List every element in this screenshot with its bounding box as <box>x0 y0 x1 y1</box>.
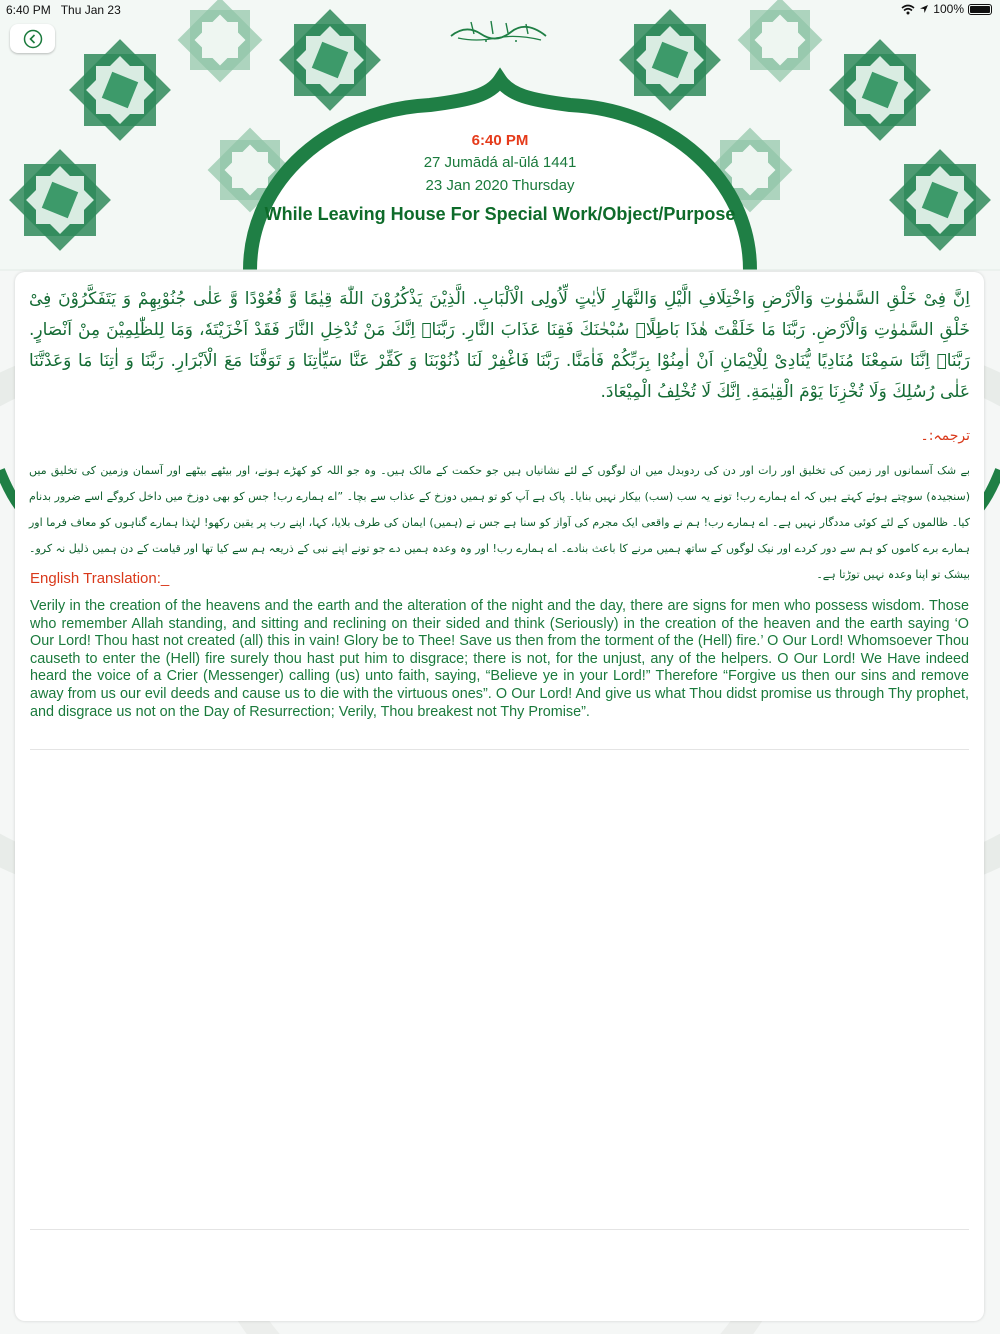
header-info <box>0 130 1000 225</box>
current-time: 6:40 PM <box>471 132 529 149</box>
back-button[interactable] <box>10 24 55 53</box>
divider <box>30 1229 969 1230</box>
back-chevron-icon <box>23 29 43 49</box>
battery-percent: 100% <box>933 2 964 16</box>
urdu-translation-text: بے شک آسمانوں اور زمین کی تخلیق اور رات اور دن کی ردوبدل میں ان لوگوں کے لئے نشانیاں ہیں جو حکمت کے مالک ہیں۔ وہ جو اللہ کو کھڑے ہونے، اور بیٹھے بیٹھے اور آسمان وزمین کی تخلیق میں (سنجیدہ) سوچتے ہوئے کہتے ہیں کہ اے ہمارے رب! تونے یہ سب (سب) بیکار نہیں بنایا۔ پاک ہے آپ کو تو ہمیں دوزخ کے عذاب سے بچا۔ ”اے ہمارے رب! جس کو بھی دوزخ میں داخل کروگے اسے ضرور بدنام کیا۔ ظالموں کے لئے کوئی مددگار نہیں ہے۔ اے ہمارے رب! ہم نے واقعی ایک مجرم کی آواز کو سنا ہے جس نے (ہمیں) ایمان کی طرف بلایا، کہا، اپنے رب پر یقین رکھو! لہٰذا ہمارے گناہوں کو معاف فرما اور ہمارے برے کاموں کو ہم سے دور کردے اور نیک لوگوں کے ساتھ ہمیں مرنے کا باعث بنادے۔ اے ہمارے رب! اور وہ وعدہ ہمیں دے جو تونے اپنے نبی کے ذریعہ ہم سے کیا تھا اور قیامت کے دن ہمیں ذلیل نہ کرو۔ بیشک تو اپنا وعدہ نہیں توڑتا ہے۔ <box>29 464 970 581</box>
urdu-translation-label: ترجمہ:۔ <box>920 428 970 444</box>
wifi-icon <box>901 4 915 15</box>
status-time-date <box>6 3 121 17</box>
status-right <box>901 2 992 16</box>
english-translation-label: English Translation:_ <box>30 570 170 587</box>
status-date: Thu Jan 23 <box>60 3 121 17</box>
gregorian-date: 23 Jan 2020 Thursday <box>425 177 575 194</box>
hijri-date: 27 Jumādá al-ūlá 1441 <box>423 154 577 171</box>
location-arrow-icon <box>919 4 929 14</box>
dua-title: While Leaving House For Special Work/Object/Purpose <box>264 204 736 224</box>
bismillah-calligraphy <box>446 16 556 46</box>
divider <box>30 749 969 750</box>
dua-content-card <box>15 272 984 1321</box>
status-time: 6:40 PM <box>6 3 51 17</box>
arabic-dua-text: اِنَّ فِىْ خَلْقِ السَّمٰوٰتِ وَالْاَرْضِ وَاخْتِلَافِ الَّیْلِ وَالنَّهَارِ لَاٰیٰتٍ لِّاُولِى الْاَلْبَابِ. الَّذِیْنَ یَذْكُرُوْنَ اللّٰهَ قِیٰمًا وَّ قُعُوْدًا وَّ عَلٰى جُنُوْبِهِمْ وَ یَتَفَكَّرُوْنَ فِیْ خَلْقِ السَّمٰوٰتِ وَالْاَرْضِ. رَبَّنَا مَا خَلَقْتَ هٰذَا بَاطِلًاۚ سُبْحٰنَكَ فَقِنَا عَذَابَ النَّارِ. رَبَّنَاۤ اِنَّكَ مَنْ تُدْخِلِ النَّارَ فَقَدْ اَخْزَیْتَهٗ، وَمَا لِلظّٰلِمِیْنَ مِنْ اَنْصَارٍ. رَبَّنَاۤ اِنَّنَا سَمِعْنَا مُنَادِیًا یُّنَادِیْ لِلْاِیْمَانِ اَنْ اٰمِنُوْا بِرَبِّكُمْ فَاٰمَنَّا. رَبَّنَا فَاغْفِرْ لَنَا ذُنُوْبَنَا وَ كَفِّرْ عَنَّا سَیِّاٰتِنَا وَ تَوَفَّنَا مَعَ الْاَبْرَارِ. رَبَّنَا وَ اٰتِنَا مَا وَعَدْتَّنَا عَلٰى رُسُلِكَ وَلَا تُخْزِنَا یَوْمَ الْقِیٰمَةِ. اِنَّكَ لَا تُخْلِفُ الْمِیْعَادَ. <box>29 289 970 402</box>
english-translation-text: Verily in the creation of the heavens and the earth and the alteration of the night and the day, there are signs for men who possess wisdom. Those who remember Allah standing, and sitting and reclining on their sided and think (Seriously) in the creation of the heaven and the earth saying ‘O Our Lord! Thou hast not created (all) this in vain! Glory be to Thee! Save us then from the torment of the (Hell) fire.’ O Our Lord! Whomsoever Thou causeth to enter the (Hell) fire surely thou hast put him to disgrace; there is not, for the unjust, any of the helpers. O Our Lord! We Have indeed heard the voice of a Crier (Messenger) calling (us) unto faith, saying, “Believe ye in your Lord!” Therefore “Forgive us then our sins and remove away from us our evil deeds and cause us to die with the virtuous ones”. O Our Lord! And give us what Thou didst promise us through Thy prophet, and disgrace us not on the Day of Resurrection; Verily, Thou breakest not Thy Promise”. <box>30 598 969 720</box>
battery-icon <box>968 4 992 15</box>
